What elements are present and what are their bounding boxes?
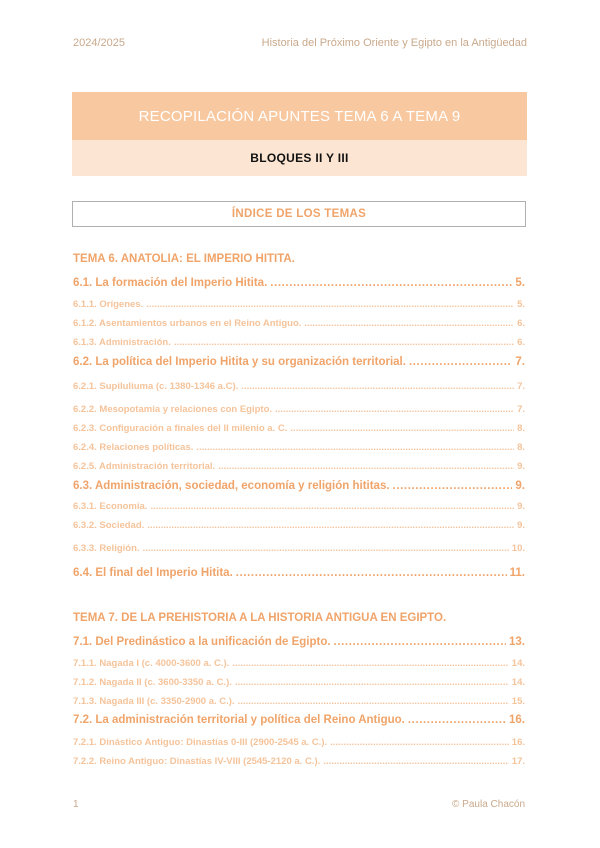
toc-entry-text: 7.1.2. Nagada II (c. 3600-3350 a. C.). — [73, 677, 232, 688]
toc-entry-page: 10. — [511, 543, 525, 554]
toc-entry-page: 14. — [511, 658, 525, 669]
leader-dots — [393, 480, 513, 492]
toc-entry-text: 6.2. La política del Imperio Hitita y su organización territorial. — [73, 356, 406, 368]
leader-dots — [146, 299, 514, 310]
toc-entry-page: 6. — [517, 318, 525, 329]
toc-entry[interactable] — [73, 277, 525, 289]
toc-entry-page: 17. — [511, 756, 525, 767]
leader-dots — [323, 756, 509, 767]
toc-entry[interactable] — [73, 636, 525, 648]
section-heading: TEMA 7. DE LA PREHISTORIA A LA HISTORIA ANTIGUA EN EGIPTO. — [73, 612, 447, 624]
toc-entry-text: 6.2.4. Relaciones políticas. — [73, 442, 194, 453]
leader-dots — [241, 381, 514, 392]
toc-entry-text: 6.2.5. Administración territorial. — [73, 461, 216, 472]
toc-entry[interactable] — [73, 501, 525, 512]
toc-entry[interactable] — [73, 658, 525, 669]
section-heading: TEMA 6. ANATOLIA: EL IMPERIO HITITA. — [73, 253, 295, 265]
toc-entry[interactable] — [73, 423, 525, 434]
toc-entry-text: 7.2. La administración territorial y política del Reino Antiguo. — [73, 714, 405, 726]
document-title: RECOPILACIÓN APUNTES TEMA 6 A TEMA 9 — [72, 92, 527, 140]
toc-entry[interactable] — [73, 567, 525, 579]
document-subtitle: BLOQUES II Y III — [72, 140, 527, 176]
toc-entry[interactable] — [73, 318, 525, 329]
toc-entry-page: 16. — [509, 714, 525, 726]
leader-dots — [236, 567, 507, 579]
toc-entry-page: 9. — [517, 501, 525, 512]
leader-dots — [275, 404, 514, 415]
leader-dots — [174, 337, 514, 348]
leader-dots — [330, 737, 509, 748]
toc-entry-page: 5. — [517, 299, 525, 310]
toc-entry-page: 14. — [511, 677, 525, 688]
toc-entry-page: 9. — [515, 480, 525, 492]
toc-entry[interactable] — [73, 737, 525, 748]
leader-dots — [334, 636, 506, 648]
toc-entry[interactable] — [73, 442, 525, 453]
toc-entry-page: 13. — [509, 636, 525, 648]
toc-entry[interactable] — [73, 756, 525, 767]
toc-entry-text: 6.1.2. Asentamientos urbanos en el Reino Antiguo. — [73, 318, 302, 329]
page-number: 1 — [73, 799, 79, 810]
toc-entry-text: 6.1.3. Administración. — [73, 337, 171, 348]
toc-entry-text: 6.2.1. Supiluliuma (c. 1380-1346 a.C). — [73, 381, 239, 392]
leader-dots — [304, 318, 514, 329]
toc-entry-page: 11. — [509, 567, 525, 579]
toc-entry-text: 7.2.2. Reino Antiguo: Dinastías IV-VIII (2545-2120 a. C.). — [73, 756, 321, 767]
toc-entry-page: 16. — [511, 737, 525, 748]
toc-entry[interactable] — [73, 543, 525, 554]
leader-dots — [235, 677, 509, 688]
leader-dots — [218, 461, 514, 472]
toc-entry-text: 6.3. Administración, sociedad, economía y religión hititas. — [73, 480, 390, 492]
toc-entry-page: 7. — [517, 404, 525, 415]
toc-entry-text: 7.2.1. Dinástico Antiguo: Dinastías 0-III (2900-2545 a. C.). — [73, 737, 328, 748]
author-credit: © Paula Chacón — [452, 799, 525, 810]
toc-entry[interactable] — [73, 480, 525, 492]
leader-dots — [150, 501, 514, 512]
toc-entry[interactable] — [73, 299, 525, 310]
toc-entry-page: 5. — [515, 277, 525, 289]
toc-entry-text: 7.1.3. Nagada III (c. 3350-2900 a. C.). — [73, 696, 235, 707]
leader-dots — [409, 356, 512, 368]
leader-dots — [232, 658, 508, 669]
header-year: 2024/2025 — [73, 37, 125, 49]
toc-entry-text: 7.1.1. Nagada I (c. 4000-3600 a. C.). — [73, 658, 230, 669]
toc-entry-text: 6.1.1. Orígenes. — [73, 299, 144, 310]
index-heading: ÍNDICE DE LOS TEMAS — [72, 201, 526, 227]
leader-dots — [270, 277, 512, 289]
toc-entry[interactable] — [73, 714, 525, 726]
toc-entry-page: 6. — [517, 337, 525, 348]
leader-dots — [290, 423, 514, 434]
toc-entry[interactable] — [73, 696, 525, 707]
toc-entry-page: 7. — [517, 381, 525, 392]
toc-entry[interactable] — [73, 404, 525, 415]
leader-dots — [238, 696, 509, 707]
toc-entry[interactable] — [73, 381, 525, 392]
toc-entry-text: 6.3.2. Sociedad. — [73, 520, 145, 531]
toc-entry-text: 6.4. El final del Imperio Hitita. — [73, 567, 233, 579]
header-course: Historia del Próximo Oriente y Egipto en la Antigüedad — [261, 37, 527, 49]
toc-entry[interactable] — [73, 461, 525, 472]
leader-dots — [408, 714, 506, 726]
toc-entry-page: 8. — [517, 442, 525, 453]
toc-entry-page: 9. — [517, 520, 525, 531]
toc-entry-text: 6.3.3. Religión. — [73, 543, 140, 554]
toc-entry-text: 6.2.3. Configuración a finales del II milenio a. C. — [73, 423, 288, 434]
toc-entry-text: 7.1. Del Predinástico a la unificación de Egipto. — [73, 636, 331, 648]
toc-entry-page: 15. — [511, 696, 525, 707]
leader-dots — [196, 442, 514, 453]
toc-entry-text: 6.3.1. Economía. — [73, 501, 148, 512]
toc-entry[interactable] — [73, 677, 525, 688]
toc-entry-text: 6.1. La formación del Imperio Hitita. — [73, 277, 268, 289]
toc-entry[interactable] — [73, 356, 525, 368]
leader-dots — [143, 543, 509, 554]
toc-entry[interactable] — [73, 337, 525, 348]
toc-entry[interactable] — [73, 520, 525, 531]
leader-dots — [147, 520, 514, 531]
toc-entry-page: 9. — [517, 461, 525, 472]
toc-entry-page: 8. — [517, 423, 525, 434]
toc-entry-page: 7. — [515, 356, 525, 368]
toc-entry-text: 6.2.2. Mesopotamia y relaciones con Egipto. — [73, 404, 273, 415]
